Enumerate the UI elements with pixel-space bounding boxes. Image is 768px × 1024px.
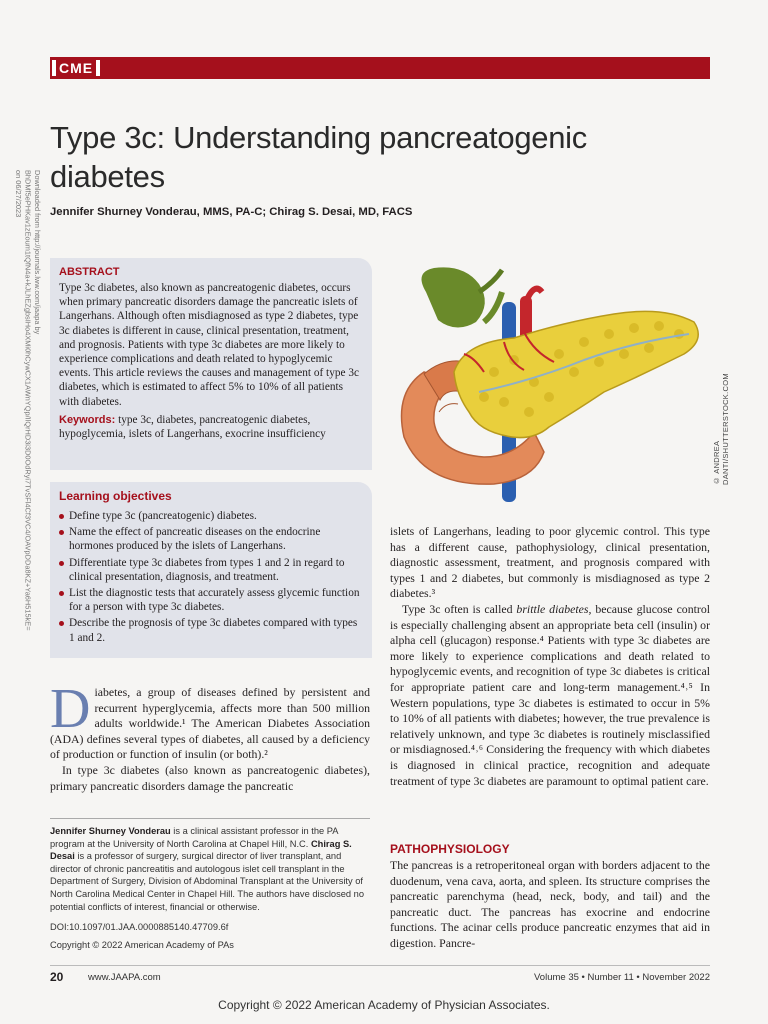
list-item: Define type 3c (pancreatogenic) diabetes. bbox=[59, 509, 363, 523]
divider bbox=[50, 818, 370, 819]
image-credit: © ANDREA DANTI/SHUTTERSTOCK.COM bbox=[712, 373, 730, 485]
list-item: List the diagnostic tests that accurately assess glycemic function for a person with type 3c diabetes. bbox=[59, 586, 363, 614]
dropcap: D bbox=[50, 678, 91, 740]
article-title: Type 3c: Understanding pancreatogenic diabetes bbox=[50, 120, 587, 194]
pancreas-icon bbox=[384, 262, 710, 512]
paragraph-islets: islets of Langerhans, leading to poor glycemic control. This type has a different cause, pathophysiology, clinical presentation, diagnostic assessment, treatment, and prognosis compared with types 1 and 2 diabetes, but commonly is misdiagnosed as type 2 diabetes.³ bbox=[390, 524, 710, 601]
bottom-copyright: Copyright © 2022 American Academy of Physician Associates. bbox=[218, 998, 550, 1012]
copyright: Copyright © 2022 American Academy of PAs bbox=[50, 940, 234, 950]
paragraph-type3c: In type 3c diabetes (also known as pancreatogenic diabetes), primary pancreatic disorders damage the pancreatic bbox=[50, 762, 370, 793]
cme-badge: CME bbox=[50, 58, 102, 78]
cme-banner bbox=[50, 57, 710, 79]
keywords-text: type 3c, diabetes, pancreatogenic diabetes, hypoglycemia, islets of Langerhans, exocrine insufficiency bbox=[59, 413, 326, 441]
page-number: 20 bbox=[50, 970, 64, 984]
learning-objectives-heading: Learning objectives bbox=[59, 489, 172, 503]
body-column-1 bbox=[50, 678, 370, 794]
list-item: Describe the prognosis of type 3c diabetes compared with types 1 and 2. bbox=[59, 616, 363, 644]
section-heading: PATHOPHYSIOLOGY bbox=[390, 842, 510, 856]
pancreas-illustration bbox=[384, 262, 710, 512]
journal-site-link[interactable]: www.JAAPA.com bbox=[88, 972, 161, 983]
doi[interactable]: DOI:10.1097/01.JAA.0000885140.47709.6f bbox=[50, 922, 229, 932]
keywords-label: Keywords: bbox=[59, 413, 116, 426]
author-bio: Jennifer Shurney Vonderau is a clinical assistant professor in the PA program at the University of North Carolina at Chapel Hill, N.C. Chirag S. Desai is a professor of surgery, surgical director of liver transplant, and director of chronic pancreatitis and autologous islet cell transplant in the Department of Surgery, Division of Abdominal Transplant at the University of North Carolina Medical Center in Chapel Hill. The authors have disclosed no potential conflicts of interest, financial or otherwise. bbox=[50, 826, 365, 912]
learning-objectives-list bbox=[59, 509, 363, 645]
paragraph-brittle: Type 3c often is called brittle diabetes, because glucose control is especially challenging absent an appropriate beta cell (insulin) or alpha cell (glucagon) response.⁴ Patients with type 3c diabetes are more likely to experience complications and death related to hypoglycemic events, and recognition of type 3c diabetes is critical for appropriate patient care and long-term management.⁴˒⁵ In Western populations, type 3c diabetes is estimated to occur in 5% to 10% of all patients with diabetes; however, the true prevalence is relatively unknown, and type 3c diabetes is routinely misclassified or misdiagnosed.⁴˒⁶ Considering the frequency with which diabetes is diagnosed in clinical practice, recognition and adequate treatment of type 3c diabetes are paramount to optimal patient care. bbox=[390, 601, 710, 788]
list-item: Name the effect of pancreatic diseases on the endocrine hormones produced by the islets of Langerhans. bbox=[59, 525, 363, 553]
volume-info: Volume 35 • Number 11 • November 2022 bbox=[534, 972, 710, 983]
learning-objectives-box bbox=[50, 482, 372, 658]
body-column-2 bbox=[390, 524, 710, 789]
abstract-text: Type 3c diabetes, also known as pancreatogenic diabetes, occurs when primary pancreatic disorders damage the pancreatic islets of Langerhans. Although often misdiagnosed as type 2 diabetes, type 3c diabetes is different in cause, clinical presentation, treatment, and prognosis. Patients with type 3c diabetes are more likely to experience complications and death related to hypoglycemic events. This article reviews the causes and management of type 3c diabetes, which is estimated to affect 5% to 10% of all patients with diabetes. bbox=[59, 282, 359, 408]
paragraph-intro: Diabetes, a group of diseases defined by persistent and recurrent hyperglycemia, affects more than 500 million adults worldwide.¹ The American Diabetes Association (ADA) defines several types of diabetes, all caused by a deficiency of production or function of insulin (or both).² bbox=[50, 678, 370, 762]
abstract-heading: ABSTRACT bbox=[59, 266, 120, 278]
download-note: Downloaded from http://journals.lww.com/jaapa by BhDMf5ePHKav1zEoum1tQfN4a+kJLhEZgbsIHo4XMi0hCywCX1AWnYQp/IlQrHD3i3D0OdRyi7TvSFl4Cf3VC4/OAVpDDa8KZ+Ya6H515kE= on 06/27/2023 bbox=[14, 170, 42, 631]
paragraph-pathophysiology: The pancreas is a retroperitoneal organ with borders adjacent to the duodenum, vena cava, aorta, and spleen. Its structure comprises the pancreatic parenchyma (head, neck, body, and tail) and the pancreatic duct. The pancreas has exocrine and endocrine functions. The acinar cells produce pancreatic enzymes that aid in digestion. Pancre- bbox=[390, 858, 710, 950]
keywords bbox=[59, 413, 363, 441]
list-item: Differentiate type 3c diabetes from types 1 and 2 in regard to clinical presentation, diagnosis, and treatment. bbox=[59, 556, 363, 584]
abstract-box bbox=[50, 258, 372, 470]
article-authors: Jennifer Shurney Vonderau, MMS, PA-C; Chirag S. Desai, MD, FACS bbox=[50, 206, 413, 218]
footer-divider bbox=[50, 965, 710, 966]
